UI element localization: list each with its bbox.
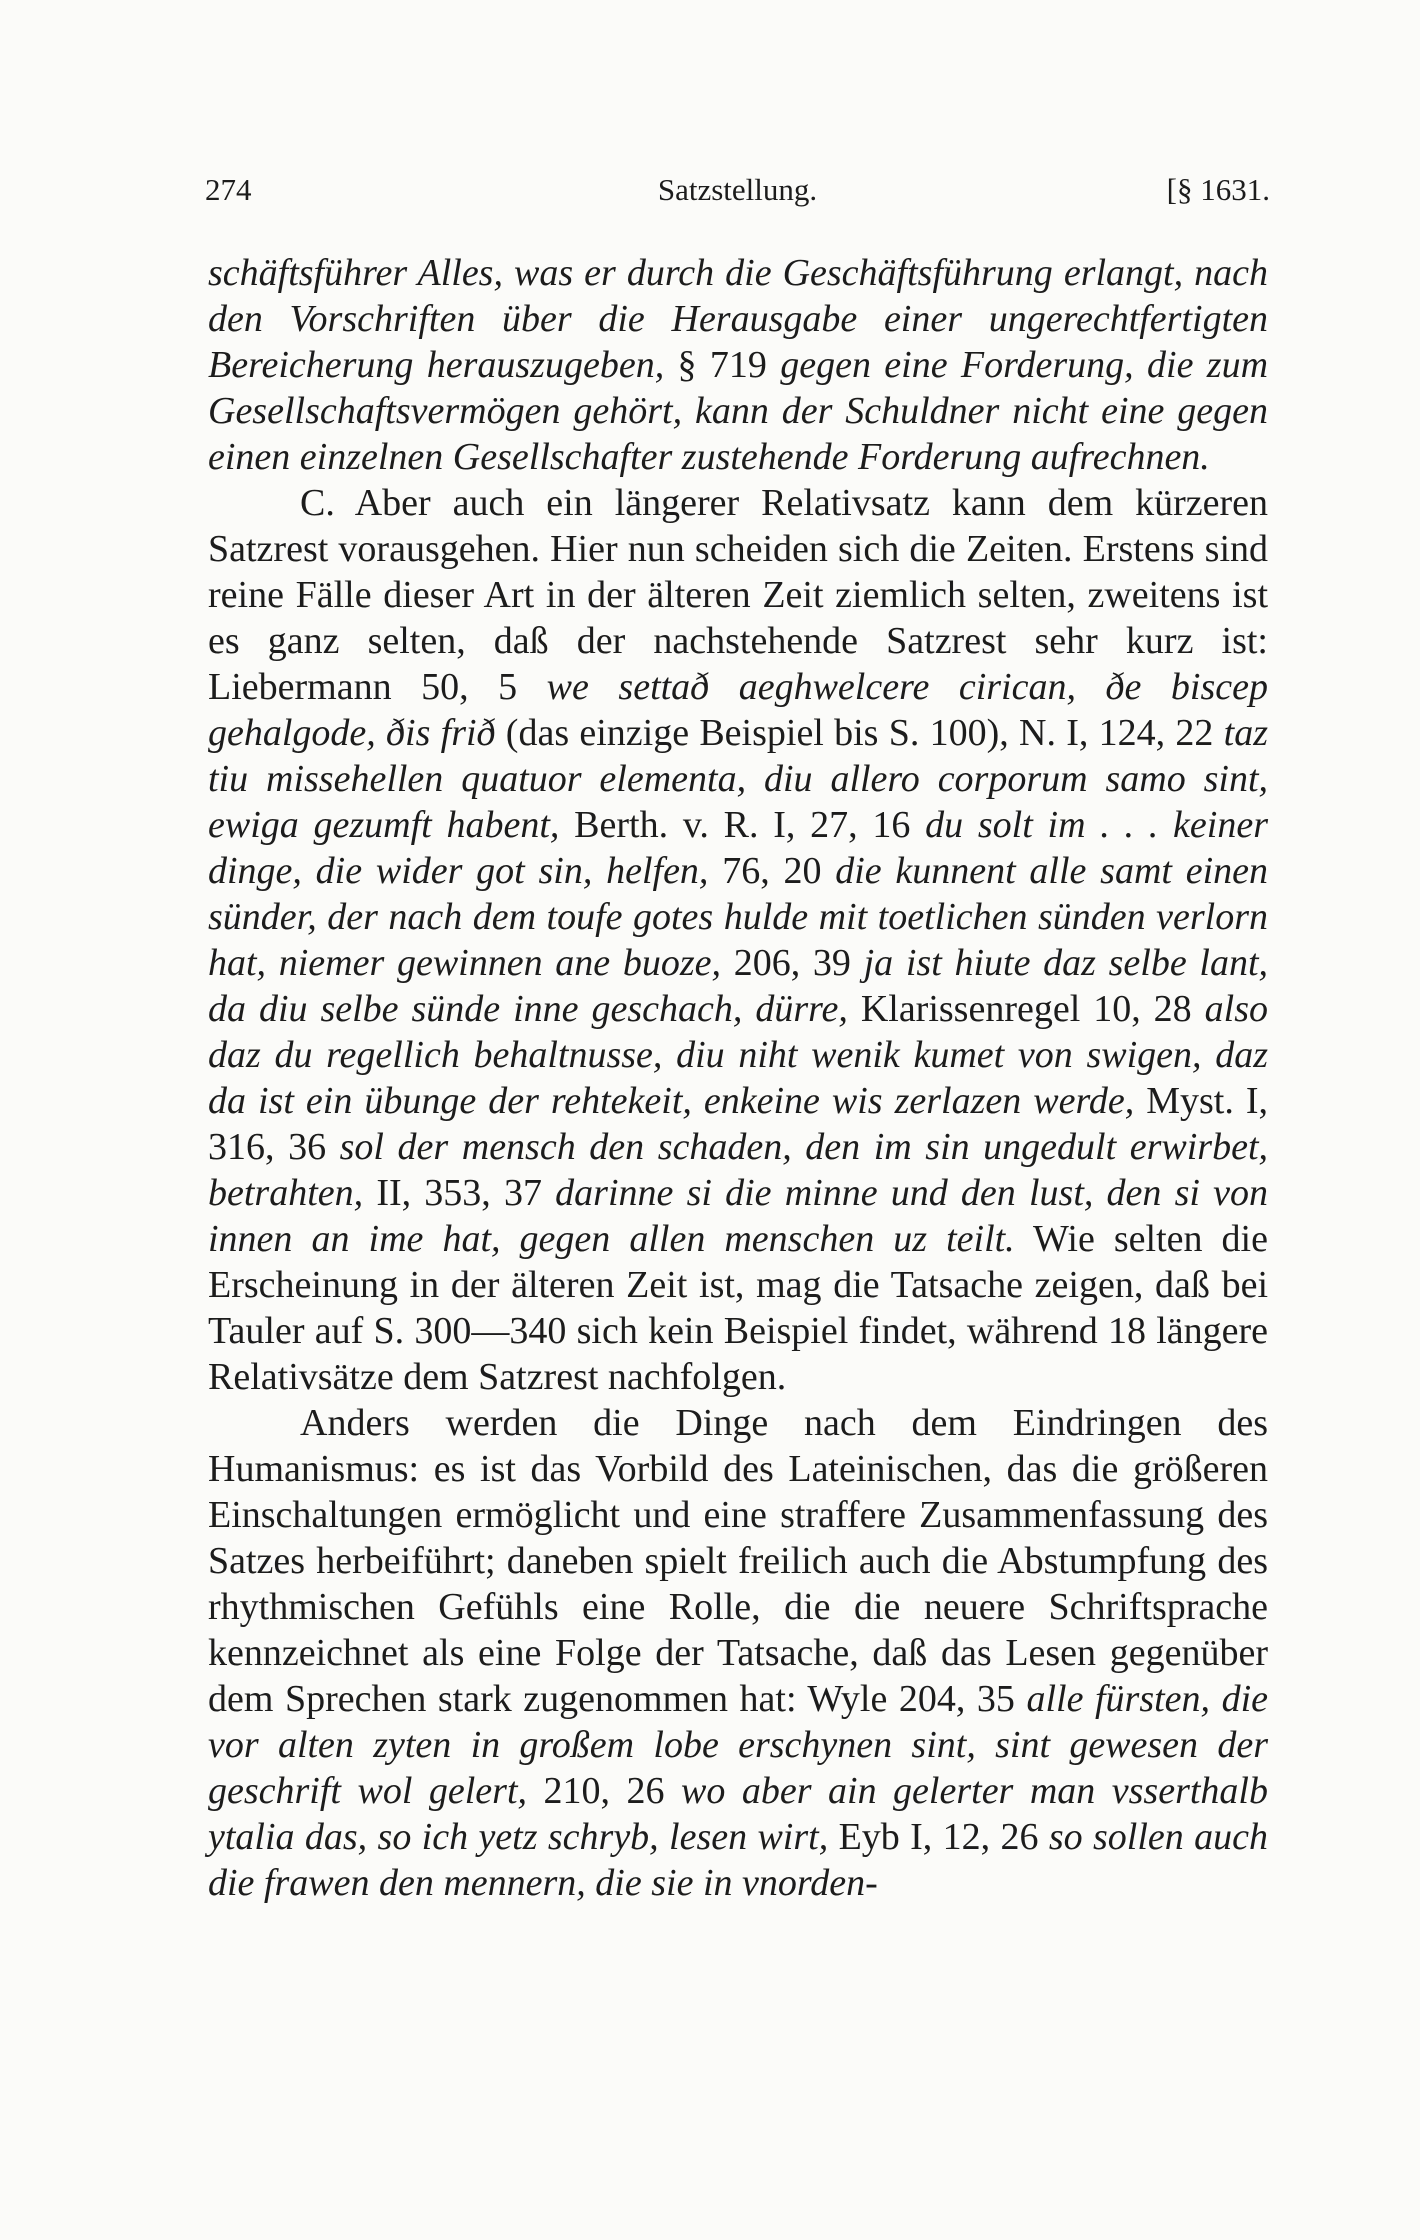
italic-quote: darinne si die minne und den lust, den si von innen an ime hat, gegen allen menschen uz teilt. bbox=[208, 1172, 1268, 1260]
text-run: Berth. v. R. I, 27, 16 bbox=[559, 804, 926, 846]
italic-quote: schäftsführer Alles, was er durch die Geschäftsführung erlangt, nach den Vorschriften über die Herausgabe einer ungerechtfertigten Bereicherung herauszugeben, bbox=[208, 252, 1268, 386]
running-title: Satzstellung. bbox=[657, 172, 818, 207]
text-run: (das einzige Beispiel bis S. 100), N. I, 124, 22 bbox=[495, 712, 1224, 754]
italic-quote: gegen eine Forderung, die zum Gesellschaftsvermögen gehört, kann der Schuldner nicht eine gegen einen einzelnen Gesellschafter zustehende Forderung aufrechnen. bbox=[208, 344, 1269, 478]
italic-quote: we settað aeghwelcere cirican, ðe biscep gehalgode, ðis frið bbox=[208, 666, 1268, 754]
italic-quote: taz tiu missehellen quatuor elementa, diu allero corporum samo sint, ewiga gezumft habent, bbox=[208, 712, 1268, 846]
italic-quote: also daz du regellich behaltnusse, diu niht wenik kumet von swigen, daz da ist ein übunge der rehtekeit, enkeine wis zerlazen werde, bbox=[208, 988, 1268, 1122]
italic-quote: sol der mensch den schaden, den im sin ungedult erwirbet, betrahten, bbox=[208, 1126, 1268, 1214]
text-run: Klarissenregel 10, 28 bbox=[847, 988, 1205, 1030]
text-run: II, 353, 37 bbox=[363, 1172, 556, 1214]
text-run: Eyb I, 12, 26 bbox=[828, 1816, 1049, 1858]
text-run: Myst. I, 316, 36 bbox=[208, 1080, 1268, 1168]
body-text bbox=[208, 250, 1268, 1906]
italic-quote: alle fürsten, die vor alten zyten in großem lobe erschynen sint, sint gewesen der geschrift wol gelert, bbox=[208, 1678, 1268, 1812]
paragraph-3 bbox=[208, 1400, 1268, 1906]
italic-quote: du solt im . . . keiner dinge, die wider got sin, helfen, bbox=[208, 804, 1268, 892]
paragraph-2 bbox=[208, 480, 1268, 1400]
text-run: C. Aber auch ein längerer Relativsatz kann dem kürzeren Satzrest vorausgehen. Hier nun scheiden sich die Zeiten. Erstens sind reine Fälle dieser Art in der älteren Zeit ziemlich selten, zweitens ist es ganz selten, daß der nachstehende Satzrest sehr kurz ist: Liebermann 50, 5 bbox=[208, 482, 1268, 708]
text-run: Wie selten die Erscheinung in der älteren Zeit ist, mag die Tatsache zeigen, daß bei Tauler auf S. 300—340 sich kein Beispiel findet, während 18 längere Relativsätze dem Satzrest nachfolgen. bbox=[208, 1218, 1268, 1398]
text-run: 76, 20 bbox=[708, 850, 836, 892]
text-run: 206, 39 bbox=[721, 942, 864, 984]
paragraph-1 bbox=[208, 250, 1268, 480]
italic-quote: wo aber ain gelerter man vsserthalb ytalia das, so ich yetz schryb, lesen wirt, bbox=[208, 1770, 1268, 1858]
italic-quote: die kunnent alle samt einen sünder, der nach dem toufe gotes hulde mit toetlichen sünden verlorn hat, niemer gewinnen ane buoze, bbox=[208, 850, 1268, 984]
section-number: [§ 1631. bbox=[1166, 172, 1270, 207]
italic-quote: ja ist hiute daz selbe lant, da diu selbe sünde inne geschach, dürre, bbox=[208, 942, 1269, 1030]
text-run: 210, 26 bbox=[527, 1770, 682, 1812]
italic-quote: so sollen auch die frawen den mennern, die sie in vnorden- bbox=[208, 1816, 1268, 1904]
text-run: Anders werden die Dinge nach dem Eindringen des Humanismus: es ist das Vorbild des Lateinischen, das die größeren Einschaltungen ermöglicht und eine straffere Zusammenfassung des Satzes herbeiführt; daneben spielt freilich auch die Abstumpfung des rhythmischen Gefühls eine Rolle, die die neuere Schriftsprache kennzeichnet als eine Folge der Tatsache, daß das Lesen gegenüber dem Sprechen stark zugenommen hat: Wyle 204, 35 bbox=[208, 1402, 1268, 1720]
text-run: § 719 bbox=[677, 344, 781, 386]
page-number: 274 bbox=[205, 172, 252, 207]
running-header bbox=[205, 170, 1270, 210]
